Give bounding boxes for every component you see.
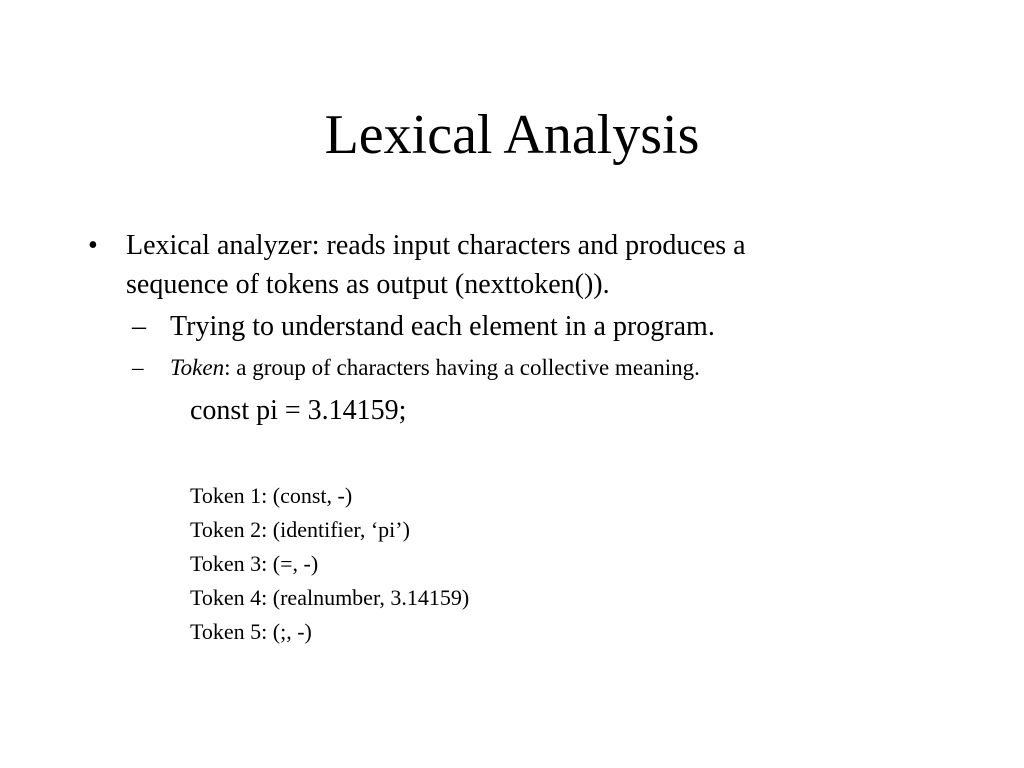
token-list bbox=[190, 479, 469, 649]
token-term: Token bbox=[170, 355, 225, 380]
token-line-3: Token 3: (=, -) bbox=[190, 551, 319, 576]
token-line-1: Token 1: (const, -) bbox=[190, 483, 353, 508]
sub-bullet-1-text: Trying to understand each element in a program. bbox=[170, 311, 715, 342]
main-bullet-text bbox=[126, 226, 906, 304]
token-line-5: Token 5: (;, -) bbox=[190, 619, 312, 644]
dash-icon: – bbox=[132, 311, 146, 342]
bullet-icon: • bbox=[88, 230, 98, 261]
dash-icon: – bbox=[132, 355, 144, 380]
sub-bullet-2-text bbox=[170, 353, 700, 383]
main-bullet-line-1: Lexical analyzer: reads input characters and produces a bbox=[126, 230, 746, 261]
main-bullet-line-2: sequence of tokens as output (nexttoken()). bbox=[126, 269, 610, 300]
slide-title: Lexical Analysis bbox=[324, 104, 700, 166]
token-definition: : a group of characters having a collective meaning. bbox=[224, 355, 700, 380]
code-example: const pi = 3.14159; bbox=[190, 395, 407, 426]
token-line-4: Token 4: (realnumber, 3.14159) bbox=[190, 585, 470, 610]
token-line-2: Token 2: (identifier, ‘pi’) bbox=[190, 517, 410, 542]
